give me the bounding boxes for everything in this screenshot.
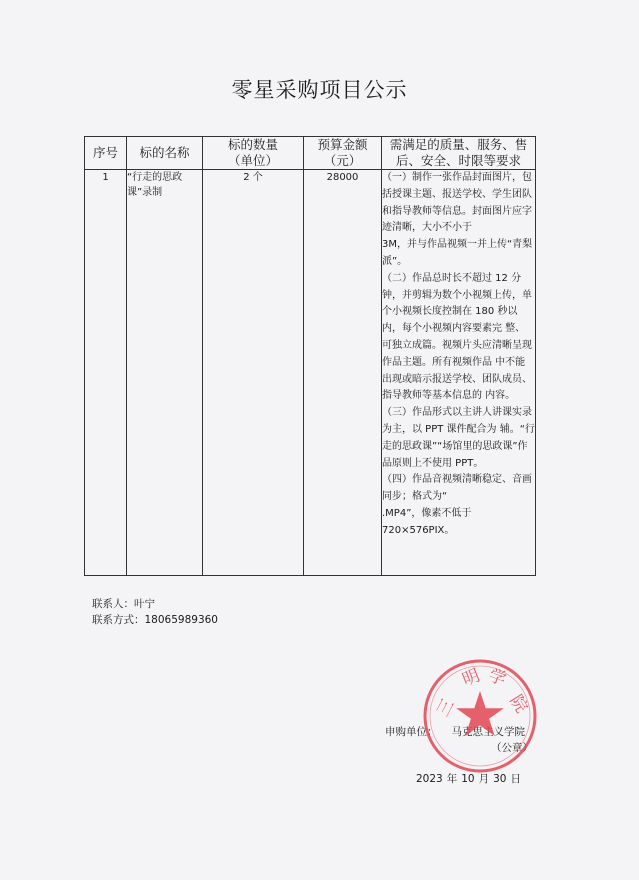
seal-char-3: 学 bbox=[485, 665, 509, 691]
requirement-paragraph: .MP4”，像素不低于 bbox=[382, 507, 472, 519]
requirement-paragraph: （三）作品形式以主讲人讲课实录为主，以 PPT 课件配合为 辅。“行走的思政课”“场馆里的思政课”作品原则上不使用 PPT。 bbox=[382, 407, 535, 469]
row-requirements bbox=[382, 170, 536, 576]
procurement-table bbox=[84, 136, 536, 576]
date-day: 30 bbox=[493, 773, 507, 785]
requirement-paragraph: 720×576PIX。 bbox=[382, 524, 455, 536]
header-budget-line1: 预算金额 bbox=[317, 137, 368, 152]
table-header-row bbox=[85, 137, 536, 170]
header-quantity-line1: 标的数量 bbox=[227, 137, 278, 152]
header-name: 标的名称 bbox=[127, 137, 203, 170]
seal-note: （公章） bbox=[491, 742, 533, 754]
row-quantity: 2 个 bbox=[203, 170, 304, 576]
header-requirements bbox=[382, 137, 536, 170]
official-seal bbox=[421, 657, 539, 775]
page-title: 零星采购项目公示 bbox=[231, 78, 408, 102]
table-row bbox=[85, 170, 536, 576]
seal-char-2: 明 bbox=[459, 665, 483, 691]
seal-star-icon bbox=[456, 691, 504, 736]
header-budget-line2: （元） bbox=[323, 153, 362, 168]
applicant-label: 申购单位： bbox=[385, 726, 438, 738]
contact-person-label: 联系人： bbox=[92, 598, 134, 610]
date-year: 2023 bbox=[416, 773, 443, 785]
header-requirements-line2: 后、安全、时限等要求 bbox=[395, 153, 521, 168]
date-month-unit: 月 bbox=[478, 773, 490, 785]
requirement-paragraph: （一）制作一张作品封面图片，包括授课主题、报送学校、学生团队和指导教师等信息。封面图片应字迹清晰，大小不小于 bbox=[382, 172, 532, 234]
contact-person-name: 叶宁 bbox=[134, 598, 155, 610]
date-day-unit: 日 bbox=[510, 773, 521, 785]
applicant-unit: 马克思主义学院 bbox=[451, 726, 525, 738]
header-index: 序号 bbox=[85, 137, 127, 170]
seal-char-1: 三 bbox=[433, 695, 459, 721]
contact-method-label: 联系方式： bbox=[92, 614, 145, 626]
date-year-unit: 年 bbox=[446, 773, 458, 785]
row-budget: 28000 bbox=[304, 170, 382, 576]
header-budget bbox=[304, 137, 382, 170]
seal-char-4: 院 bbox=[505, 691, 532, 717]
requirement-paragraph: 3M，并与作品视频一并上传“青梨派”。 bbox=[382, 239, 533, 267]
requirement-paragraph: （四）作品音视频清晰稳定、音画同步；格式为“ bbox=[382, 474, 532, 503]
header-quantity bbox=[203, 137, 304, 170]
header-quantity-line2: （单位） bbox=[227, 153, 278, 168]
header-requirements-line1: 需满足的质量、服务、售 bbox=[389, 137, 528, 152]
row-index: 1 bbox=[85, 170, 127, 576]
date-month: 10 bbox=[461, 773, 475, 785]
contact-phone: 18065989360 bbox=[144, 614, 218, 626]
contact-person bbox=[92, 597, 155, 611]
contact-method bbox=[92, 613, 218, 627]
requirement-paragraph: （二）作品总时长不超过 12 分钟，并剪辑为数个小视频上传，单个小视频长度控制在 180 秒以内，每个小视频内容要素完 整、可独立成篇。视频片头应清晰呈现作品主题。所有视频作品 中不能出现或暗示报送学校、团队成员、指导教师等基本信息的 内容。 bbox=[382, 272, 532, 402]
row-name: “行走的思政课”录制 bbox=[127, 170, 203, 576]
